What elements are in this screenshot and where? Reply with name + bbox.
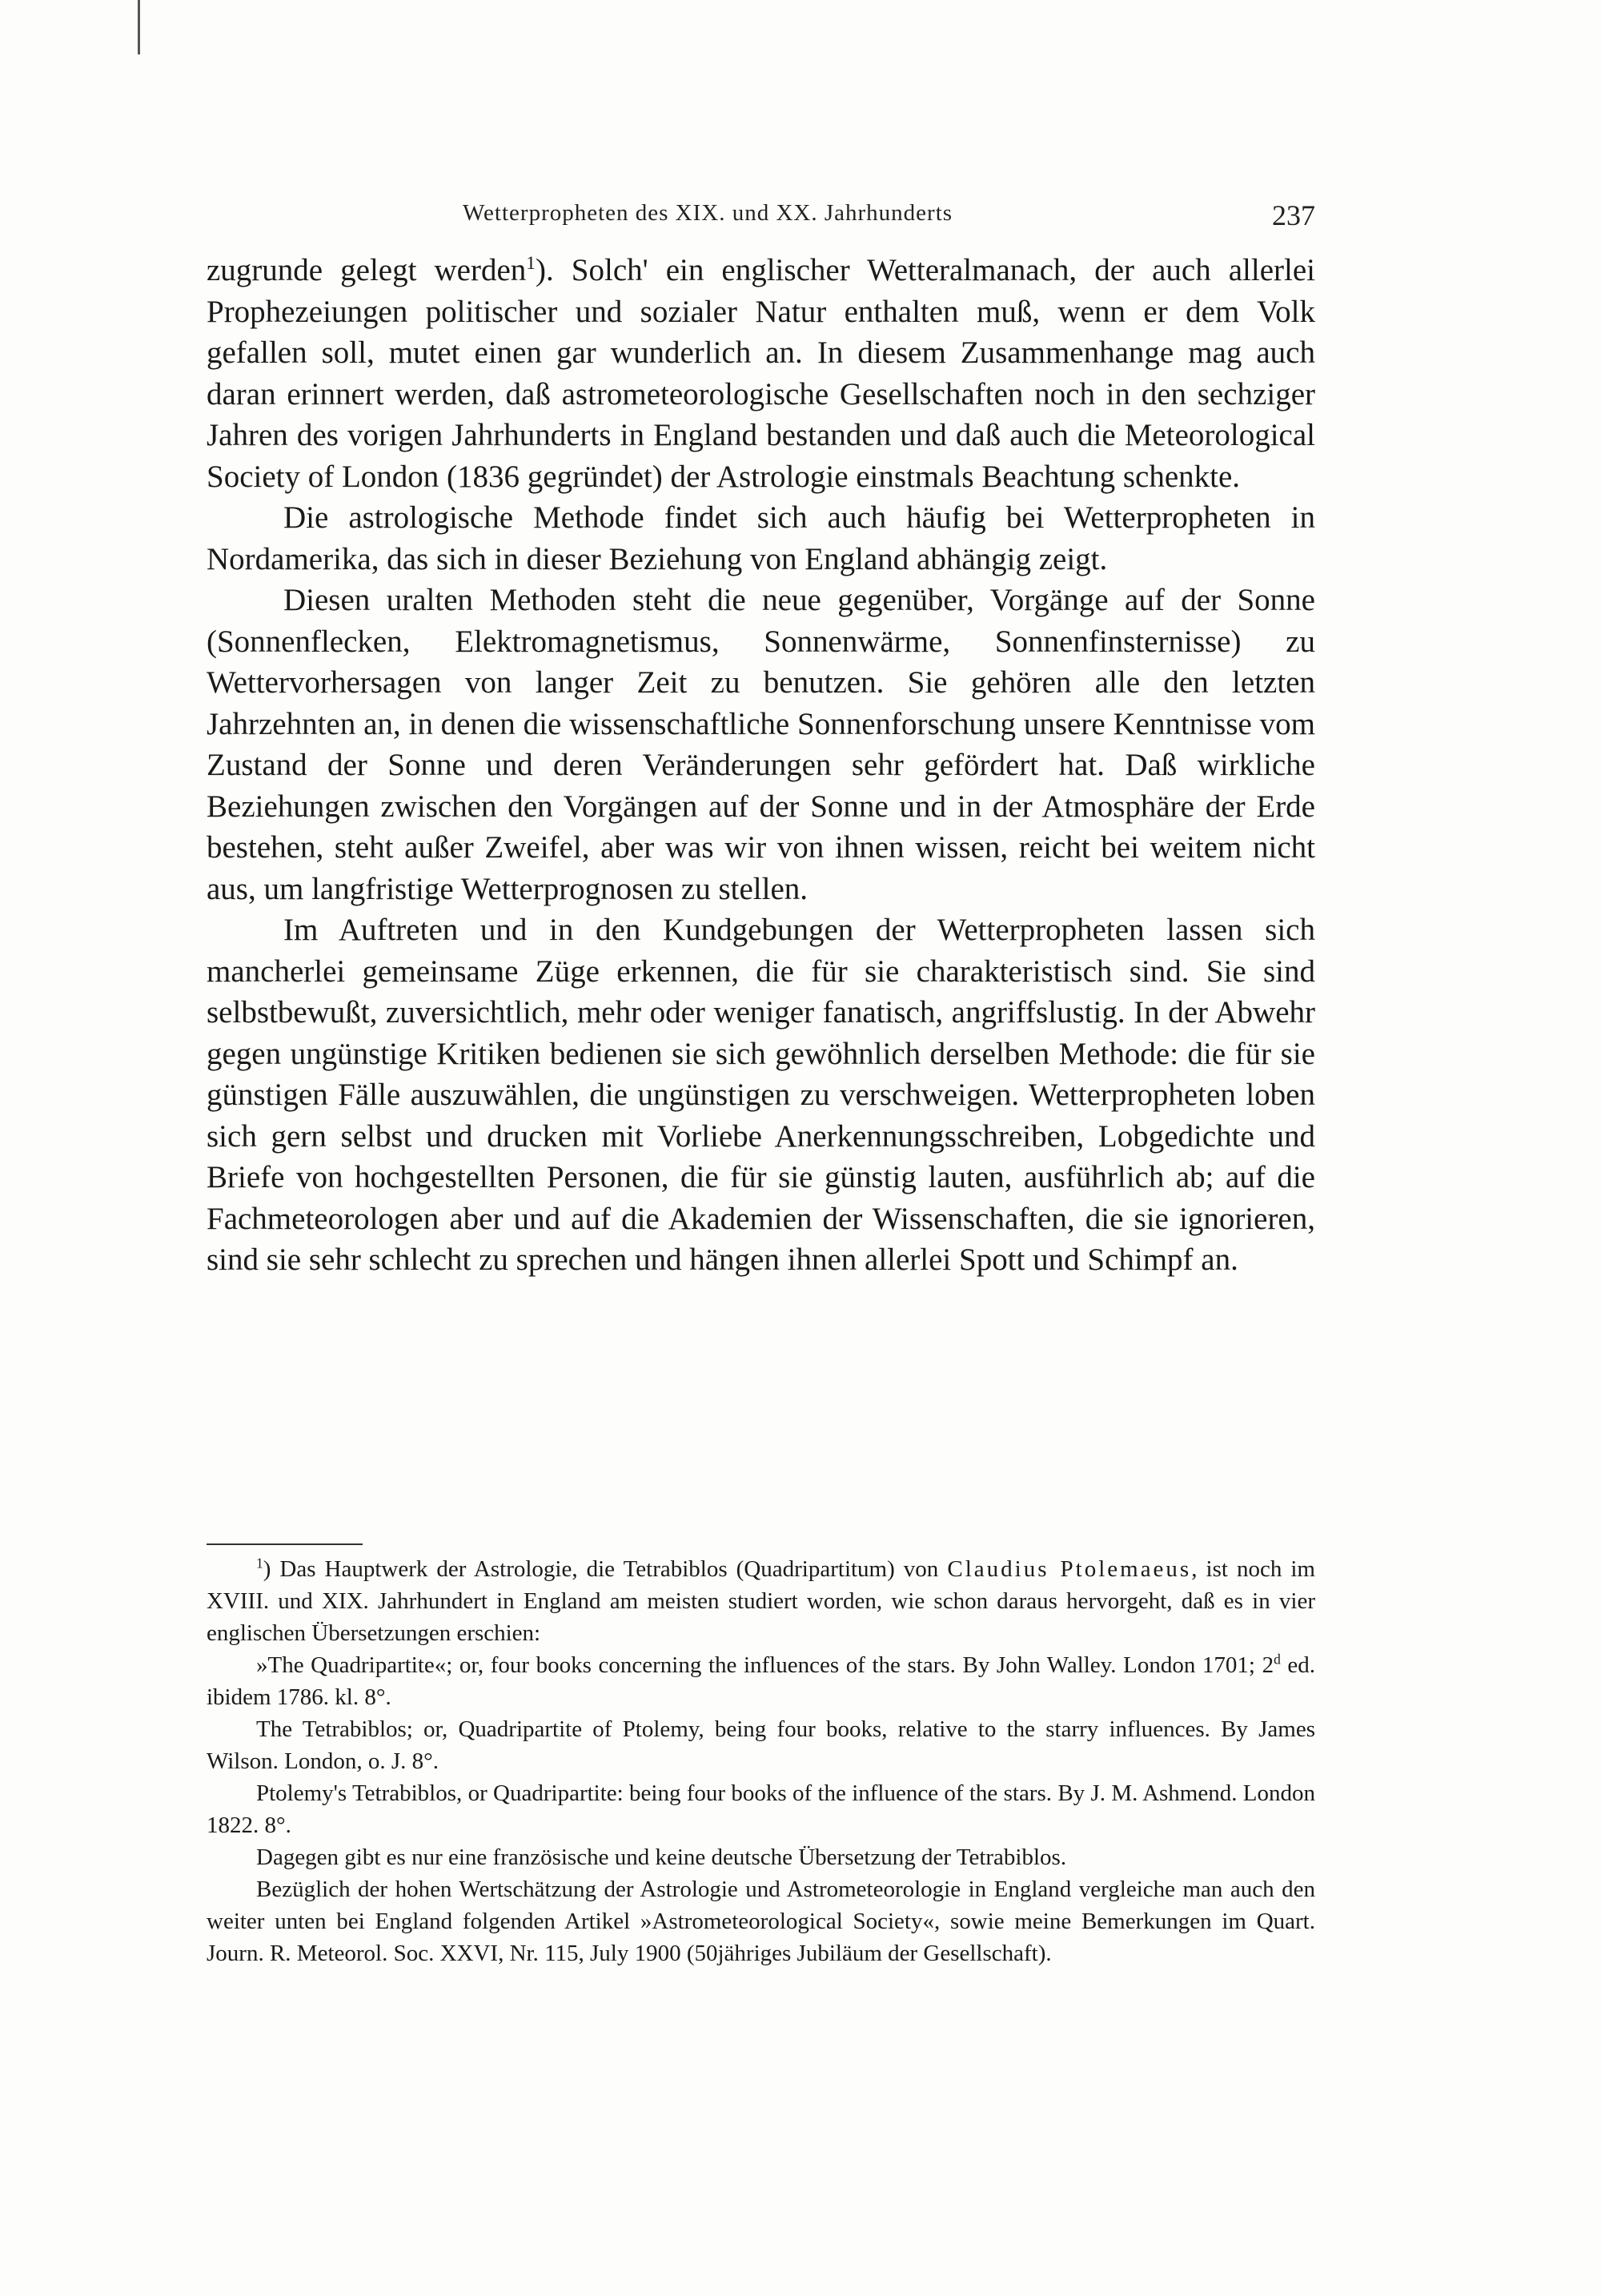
paragraph-2: Die astrologische Methode findet sich auch häufig bei Wetterpropheten in Nordamerika, das sich in dieser Beziehung von England abhängig zeigt.: [207, 500, 1315, 576]
paragraph-4: Im Auftreten und in den Kundgebungen der Wetterpropheten lassen sich mancherlei gemeinsame Züge erkennen, die für sie charakteristisch sind. Sie sind selbstbewußt, zuversichtlich, mehr oder weniger fanatisch, angriffslustig. In der Abwehr gegen ungünstige Kritiken bedienen sie sich gewöhnlich derselben Methode: die für sie günstigen Fälle auszuwählen, die ungünstigen zu verschweigen. Wetterpropheten loben sich gern selbst und drucken mit Vorliebe Anerkennungsschreiben, Lobgedichte und Briefe von hochgestellten Personen, die für sie günstig lauten, ausführlich ab; auf die Fachmeteorologen aber und auf die Akademien der Wissenschaften, die sie ignorieren, sind sie sehr schlecht zu sprechen und hängen ihnen allerlei Spott und Schimpf an.: [207, 913, 1315, 1277]
paragraph-3: Diesen uralten Methoden steht die neue gegenüber, Vorgänge auf der Sonne (Sonnenflecken, Elektromagnetismus, Sonnenwärme, Sonnenfinsternisse) zu Wettervorhersagen von langer Zeit zu benutzen. Sie gehören alle den letzten Jahrzehnten an, in denen die wissenschaftliche Sonnenforschung unsere Kenntnisse vom Zustand der Sonne und deren Veränderungen sehr gefördert hat. Daß wirkliche Beziehungen zwischen den Vorgängen auf der Sonne und in der Atmosphäre der Erde bestehen, steht außer Zweifel, aber was wir von ihnen wissen, reicht bei weitem nicht aus, um langfristige Wetterprognosen zu stellen.: [207, 583, 1315, 906]
footnote-4: Ptolemy's Tetrabiblos, or Quadripartite: being four books of the influence of the stars. By J. M. Ashmend. London 1822. 8°.: [207, 1780, 1315, 1838]
body-text: [207, 250, 1315, 1281]
footnote-reference: 1: [526, 253, 536, 274]
paragraph-1: [207, 250, 1315, 497]
page-header: [207, 200, 1315, 240]
footnote-1: [207, 1553, 1315, 1649]
footnote-2-superscript: d: [1274, 1651, 1281, 1668]
footnote-2-text-b: ed. ibidem 1786. kl. 8°.: [207, 1652, 1315, 1710]
page-number: 237: [1272, 199, 1315, 231]
footnote-6: Bezüglich der hohen Wertschätzung der Astrologie und Astrometeorologie in England vergleiche man auch den weiter unten bei England folgenden Artikel »Astrometeorological Society«, sowie meine Bemerkungen im Quart. Journ. R. Meteorol. Soc. XXVI, Nr. 115, July 1900 (50jähriges Jubiläum der Gesellschaft).: [207, 1877, 1315, 1966]
paragraph-1-start: zugrunde gelegt werden: [207, 253, 527, 287]
footnote-marker: 1: [256, 1555, 263, 1571]
footnote-1-text-a: ) Das Hauptwerk der Astrologie, die Tetrabiblos (Quadripartitum) von: [263, 1556, 948, 1582]
footnote-5: Dagegen gibt es nur eine französische und keine deutsche Übersetzung der Tetrabiblos.: [256, 1844, 1067, 1870]
footnote-1-author: Claudius Ptolemaeus: [947, 1556, 1192, 1582]
footnote-divider: [207, 1543, 363, 1545]
footnote-2: [207, 1649, 1315, 1713]
margin-mark: [138, 0, 140, 54]
footnote-3: The Tetrabiblos; or, Quadripartite of Ptolemy, being four books, relative to the starry influences. By James Wilson. London, o. J. 8°.: [207, 1716, 1315, 1774]
paragraph-1-rest: ). Solch' ein englischer Wetteralmanach, der auch allerlei Prophezeiungen politischer und sozialer Natur enthalten muß, wenn er dem Volk gefallen soll, mutet einen gar wunderlich an. In diesem Zusammenhange mag auch daran erinnert werden, daß astrometeorologische Gesellschaften noch in den sechziger Jahren des vorigen Jahrhunderts in England bestanden und daß auch die Meteorological Society of London (1836 gegründet) der Astrologie einstmals Beachtung schenkte.: [207, 253, 1316, 494]
footnotes: [207, 1553, 1315, 1969]
running-title: Wetterpropheten des XIX. und XX. Jahrhunderts: [463, 200, 953, 226]
footnote-2-text-a: »The Quadripartite«; or, four books concerning the influences of the stars. By John Walley. London 1701; 2: [256, 1652, 1274, 1678]
footnote-1-text-b: , ist noch im XVIII. und XIX. Jahrhundert in England am meisten studiert worden, wie schon daraus hervorgeht, daß es in vier englischen Übersetzungen erschien:: [207, 1556, 1315, 1646]
